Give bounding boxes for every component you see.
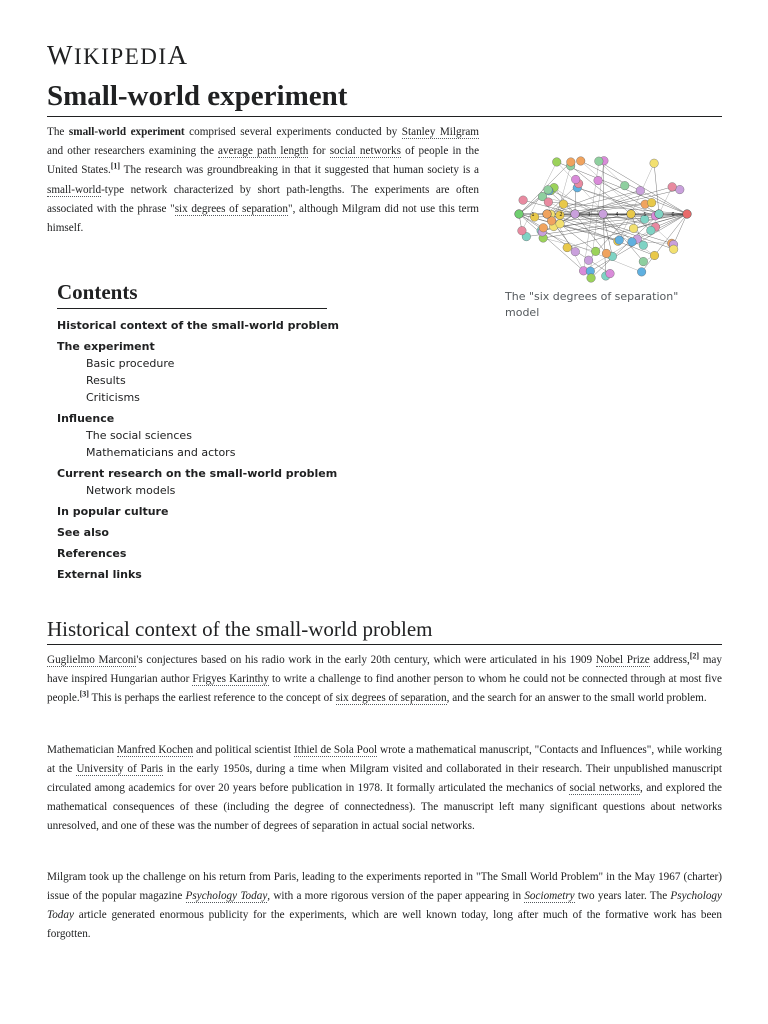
toc-item[interactable]: Basic procedure — [86, 357, 175, 370]
graph-node — [615, 236, 624, 245]
toc-item[interactable]: Results — [86, 374, 126, 387]
toc-item[interactable]: Current research on the small-world problem — [57, 467, 338, 480]
graph-node — [650, 251, 659, 260]
link-psychology-today[interactable]: Psychology Today — [185, 890, 268, 902]
graph-node — [576, 157, 585, 166]
reference-1[interactable]: [1] — [110, 161, 121, 171]
toc-item[interactable]: Mathematicians and actors — [86, 446, 236, 459]
graph-node — [587, 274, 596, 283]
chain-node — [599, 210, 608, 219]
graph-node — [518, 226, 527, 235]
toc-title: Contents — [57, 278, 327, 309]
hop-label: 6 — [671, 212, 675, 218]
wikipedia-logo[interactable]: WIKIPEDIA — [47, 40, 189, 70]
graph-node — [571, 175, 580, 184]
page-title: Small-world experiment — [47, 76, 722, 117]
graph-node — [559, 200, 568, 209]
graph-node — [556, 219, 565, 228]
graph-node — [519, 196, 528, 205]
link-six-degrees-of-separation[interactable]: six degrees of separation — [335, 692, 447, 704]
paragraph-kochen-pool: Mathematician Manfred Kochen and political scientist Ithiel de Sola Pool wrote a mathematical manuscript, "Contacts and Influences", while working at the University of Paris in the early 1950s, during a time when Milgram visited and collaborated in their research. Their unpublished manuscript circulated among academics for over 20 years before publication in 1978. It formally articulated the mechanics of social networks, and explored the mathematical consequences of these (including the degree of connectedness). The manuscript left many significant questions about networks unresolved, and one of these was the number of degrees of separation in actual social networks. — [47, 744, 723, 832]
graph-edges — [519, 161, 687, 278]
graph-node — [594, 176, 603, 185]
graph-node — [637, 268, 646, 277]
link-stanley-milgram[interactable]: Stanley Milgram — [401, 126, 479, 138]
graph-edge — [581, 161, 674, 245]
paragraph-marconi: Guglielmo Marconi's conjectures based on his radio work in the early 20th century, which were articulated in his 1909 Nobel Prize address,[2] may have inspired Hungarian author Frigyes Karinthy to write a challenge to find another person to whom he could not be connected through at most five people.[3] This is perhaps the earliest reference to the concept of six degrees of separation, and the search for an answer to the small world problem. — [47, 651, 722, 704]
graph-node — [629, 224, 638, 233]
chain-node — [683, 210, 692, 219]
graph-edge — [654, 163, 659, 214]
graph-node — [544, 198, 553, 207]
toc-list — [57, 317, 357, 583]
toc-item[interactable]: External links — [57, 568, 142, 581]
graph-node — [544, 185, 553, 194]
graph-edge — [591, 214, 659, 278]
link-frigyes-karinthy[interactable]: Frigyes Karinthy — [192, 673, 269, 685]
graph-node — [647, 226, 656, 235]
figure-caption: The "six degrees of separation" model — [505, 290, 679, 319]
network-figure[interactable] — [505, 136, 720, 286]
toc-item[interactable]: Historical context of the small-world problem — [57, 319, 340, 332]
graph-node — [591, 247, 600, 256]
graph-node — [639, 241, 648, 250]
toc-item[interactable]: See also — [57, 526, 109, 539]
graph-node — [552, 158, 561, 167]
graph-node — [639, 257, 648, 266]
link-social-networks-2[interactable]: social networks — [569, 782, 640, 794]
link-guglielmo-marconi[interactable]: Guglielmo Marconi — [47, 654, 137, 666]
link-manfred-kochen[interactable]: Manfred Kochen — [116, 744, 194, 756]
graph-node — [563, 243, 572, 252]
table-of-contents — [57, 278, 357, 583]
graph-node — [650, 159, 659, 168]
link-nobel-prize[interactable]: Nobel Prize — [595, 654, 650, 666]
link-sociometry[interactable]: Sociometry — [524, 890, 575, 902]
reference-2[interactable]: [2] — [689, 651, 700, 661]
toc-item[interactable]: The experiment — [57, 340, 155, 353]
graph-node — [647, 198, 656, 207]
toc-item[interactable]: In popular culture — [57, 505, 169, 518]
toc-item[interactable]: Criticisms — [86, 391, 140, 404]
hop-label: 2 — [559, 212, 563, 218]
graph-node — [669, 245, 678, 254]
link-university-of-paris[interactable]: University of Paris — [76, 763, 163, 775]
hop-label: 1 — [531, 212, 535, 218]
toc-item[interactable]: The social sciences — [86, 429, 192, 442]
paragraph-milgram-challenge: Milgram took up the challenge on his return from Paris, leading to the experiments reported in "The Small World Problem" in the May 1967 (charter) issue of the popular magazine Psychology Today, with a more rigorous version of the paper appearing in Sociometry two years later. The Psychology Today article generated enormous publicity for the experiments, which are well known today, long after much of the formative work has been forgotten. — [47, 871, 722, 940]
chain-node — [571, 210, 580, 219]
graph-node — [668, 183, 677, 192]
link-average-path-length[interactable]: average path length — [218, 145, 309, 158]
chain-node — [515, 210, 524, 219]
hop-label: 3 — [587, 212, 591, 218]
graph-node — [567, 158, 576, 167]
chain-node — [543, 210, 552, 219]
graph-node — [595, 157, 604, 166]
hop-label: 4 — [615, 212, 619, 218]
toc-item[interactable]: Influence — [57, 412, 115, 425]
graph-node — [636, 186, 645, 195]
graph-node — [620, 181, 629, 190]
link-ithiel-de-sola-pool[interactable]: Ithiel de Sola Pool — [294, 744, 378, 756]
graph-node — [628, 238, 637, 247]
link-small-world[interactable]: small-world — [47, 183, 102, 196]
network-graph-image — [505, 136, 695, 286]
graph-node — [571, 247, 580, 256]
toc-item[interactable]: Network models — [86, 484, 176, 497]
intro-paragraph: The small-world experiment comprised several experiments conducted by Stanley Milgram and other researchers examining the average path length for social networks of people in the United States.[1] The research was groundbreaking in that it suggested that human society is a small-world-type network characterized by short path-lengths. The experiments are often associated with the phrase "six degrees of separation", although Milgram did not use this term himself. — [47, 126, 480, 235]
graph-edge — [575, 190, 680, 214]
chain-node — [627, 210, 636, 219]
link-six-degrees[interactable]: six degrees of separation — [174, 202, 288, 215]
graph-node — [606, 269, 615, 278]
graph-node — [539, 223, 548, 232]
graph-node — [602, 249, 611, 258]
toc-item[interactable]: References — [57, 547, 127, 560]
graph-node — [584, 256, 593, 265]
hop-label: 5 — [643, 212, 647, 218]
reference-3[interactable]: [3] — [79, 689, 89, 699]
chain-node — [655, 210, 664, 219]
section-heading-historical-context: Historical context of the small-world problem — [47, 614, 722, 645]
link-social-networks[interactable]: social networks — [329, 145, 401, 158]
graph-node — [675, 185, 684, 194]
